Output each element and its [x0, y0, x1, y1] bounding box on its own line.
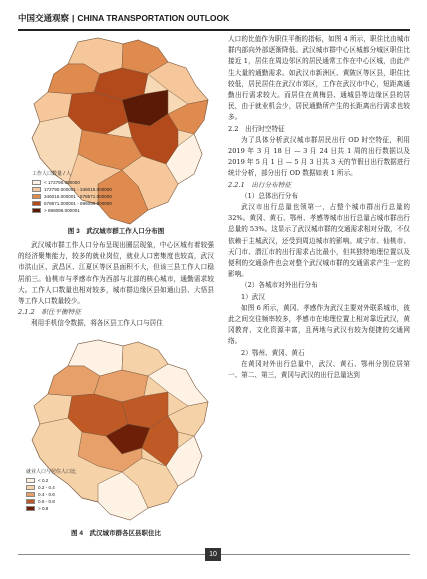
figure-3-legend: [32, 170, 152, 214]
legend-item: [32, 179, 152, 186]
legend-swatch: [32, 201, 41, 206]
left-column-text: [18, 240, 214, 330]
header-rule: [18, 29, 410, 31]
legend-label: 0.6 - 0.8: [38, 499, 55, 504]
paragraph-jobs-housing-ratio: 人口的比值作为职住平衡的指标，如图 4 所示，职住比由城市群内部向外部逐渐降低。武汉城市群中心区城都分城区职住比接近 1，居住在周边邻区的居民通常工作在中心区城，由此产生大量的通勤需求。如武汉市新洲区、黄陂区等区县，职住比较低，居民居住在武汉市郊区，工作在武汉市中心，短距离通勤出行需求较大。而居住在黄梅县、通城县等边缘区县的居民，由于就业机会少，居民通勤所产生的长距离出行需求也较多。: [228, 35, 410, 122]
legend-swatch: [26, 499, 35, 504]
legend-swatch: [26, 485, 35, 490]
legend-label: 0.4 - 0.6: [38, 492, 55, 497]
paragraph-huanggang: 在黄冈对外出行总量中，武汉、黄石、鄂州分别位居第一、第二、第三，黄冈与武汉的出行总量达到: [228, 359, 410, 380]
paragraph-overall-distribution: 武汉市出行总量也领第一，占整个城市群出行总量的 32%。黄冈、黄石、鄂州、孝感等城市出行总量占城市群出行总量的 53%。这显示了武汉城市群的交通需求相对分散，不仅依赖于主城武汉，还受到周边城市的影响。咸宁市、仙桃市、天门市、潜江市的出行需求占比最小，但其独特地理位置以及便利的交通条件也会对整个武汉城市群的交通需求产生一定的影响。: [228, 203, 410, 279]
legend-item: [26, 491, 106, 498]
legend-item: [32, 186, 152, 193]
heading-2-2: 2.2 出行时空特征: [228, 124, 285, 133]
figure-3-legend-title: 工作人口数量 / 人: [32, 171, 72, 177]
heading-wuhan: 1）武汉: [241, 292, 265, 301]
legend-swatch: [26, 478, 35, 483]
legend-label: 172790.000001 - 346015.000000: [44, 187, 112, 192]
legend-label: > 896096.000001: [44, 208, 80, 213]
header-separator: |: [72, 13, 75, 23]
heading-overall-distribution: （1）总体出行分布: [241, 191, 298, 200]
figure-4-legend-title: 就业人口与居住人口比: [26, 469, 77, 475]
legend-swatch: [32, 187, 41, 192]
legend-item: [32, 207, 152, 214]
legend-swatch: [26, 492, 35, 497]
legend-swatch: [26, 506, 35, 511]
legend-swatch: [32, 194, 41, 199]
legend-item: [26, 498, 106, 505]
paragraph-jobs-housing: 利用手机信令数据，将各区县工作人口与居住: [31, 319, 163, 328]
legend-item: [32, 200, 152, 207]
figure-4-legend: [26, 468, 106, 512]
header-en-title: CHINA TRANSPORTATION OUTLOOK: [77, 13, 230, 23]
page-number: 10: [205, 548, 221, 561]
legend-label: < 0.2: [38, 478, 49, 483]
paragraph-od-analysis: 为了具体分析武汉城市群居民出行 OD 时空特征，利用 2019 年 3 月 18 日 — 3 月 24 日共 1 周的出行数据以及 2019 年 5 月 1 日 — 5 月 3 日共 3 天的节假日出行数据进行统计分析，部分出行 OD 数据如表 1 所示。: [228, 135, 410, 178]
legend-item: [26, 477, 106, 484]
legend-label: < 172790.000000: [44, 180, 80, 185]
legend-swatch: [32, 180, 41, 185]
page-header: [18, 12, 410, 30]
legend-label: 346015.000001 - 578571.000000: [44, 194, 112, 199]
paragraph-work-population: 武汉城市群工作人口分布呈现出圈层现象，中心区城有着较强的经济聚集能力，较多的就业岗位，就业人口密集度也较高，武汉市洪山区、武昌区、江夏区等区县面积不大，但该三县工作人口稳居前三。仙桃市与孝感市作为西部与北部的核心城市，通勤需求较大。工作人口数量也相对较多，城市群边缘区县如通山县、大悟县等工作人口数量较少。: [18, 241, 214, 306]
figure-3-caption: 图 3 武汉城市群工作人口分布图: [67, 228, 165, 235]
heading-2-1-2: 2.1.2 职住平衡特征: [18, 308, 81, 317]
legend-item: [26, 484, 106, 491]
right-column-text: [228, 34, 410, 381]
legend-swatch: [32, 208, 41, 213]
legend-label: 578571.000001 - 896096.000000: [44, 201, 112, 206]
header-cn-title: 中国交通观察: [18, 13, 70, 23]
legend-label: 0.2 - 0.4: [38, 485, 55, 490]
paragraph-wuhan: 如图 6 所示，黄冈、孝感作为武汉主要对外联系城市，彼此之间交往频率较多，孝感市在地理位置上相对靠近武汉，黄冈教育、文化资源丰富，且两地与武汉有较为便捷的交通网络。: [228, 303, 410, 346]
legend-item: [32, 193, 152, 200]
heading-ezhou-huanggang-huangshi: 2）鄂州、黄冈、黄石: [241, 348, 305, 357]
legend-item: [26, 505, 106, 512]
figure-4-caption: 图 4 武汉城市群各区县职住比: [71, 530, 161, 537]
legend-label: > 0.8: [38, 506, 49, 511]
heading-2-2-1: 2.2.1 出行分布特征: [228, 180, 291, 189]
heading-external-trips: （2）各城市对外出行分布: [241, 281, 318, 290]
